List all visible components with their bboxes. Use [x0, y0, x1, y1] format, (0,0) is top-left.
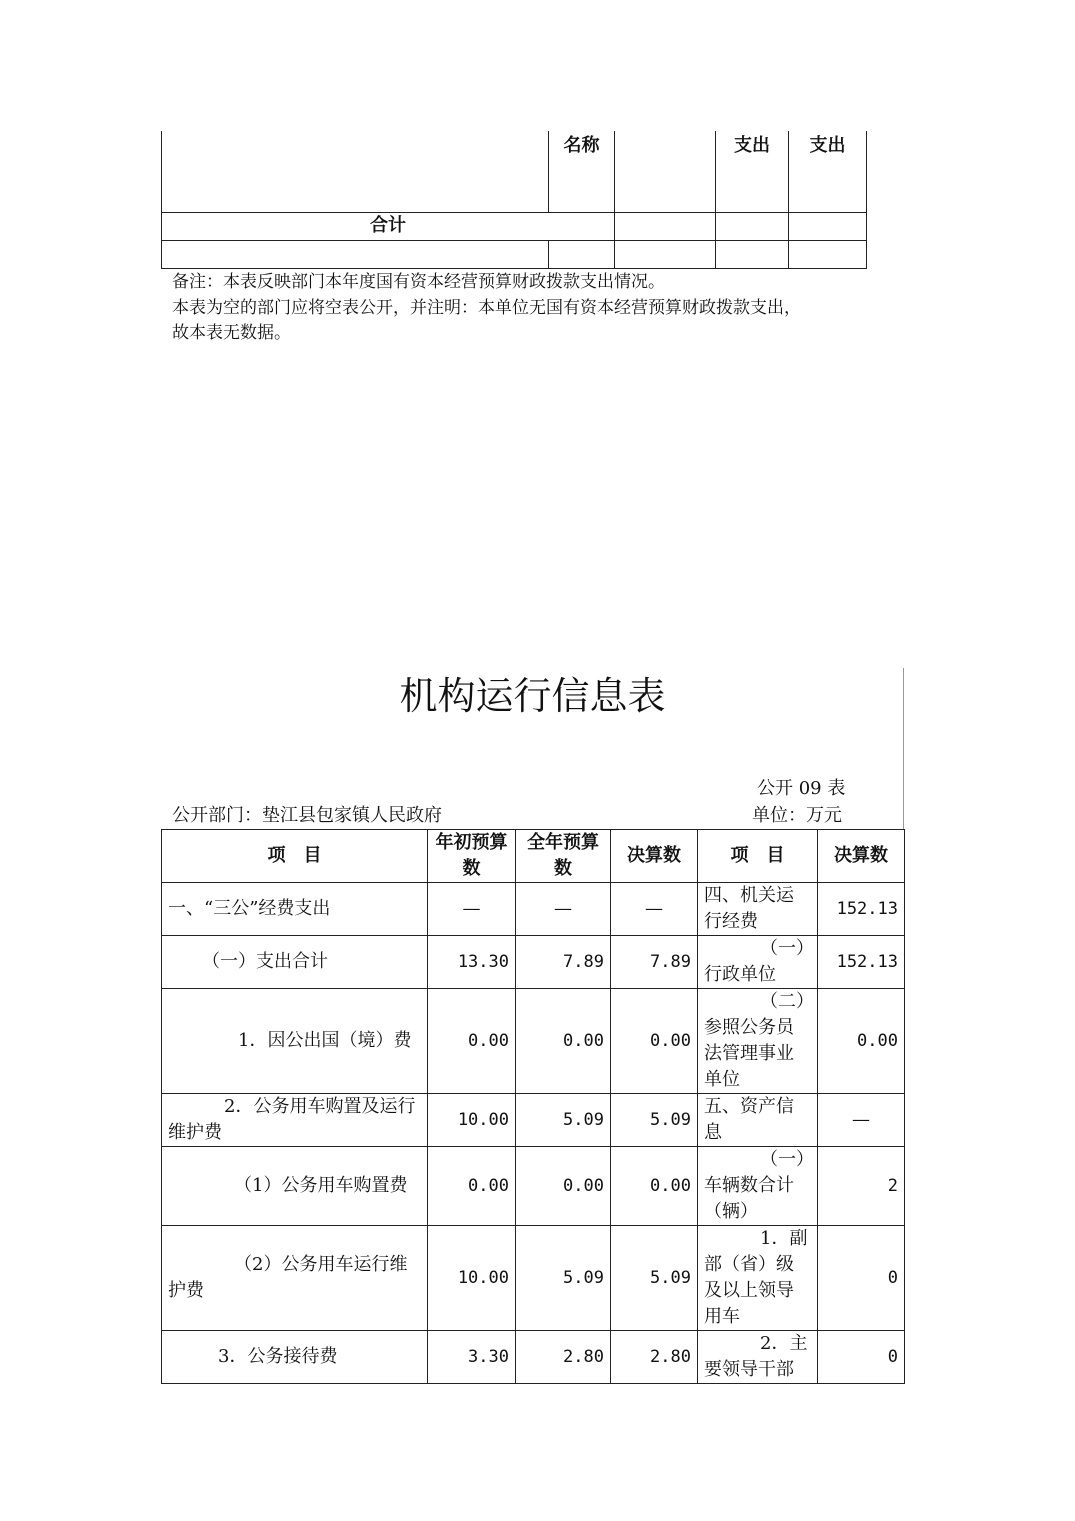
cell-annual-budget: 2.80 — [516, 1331, 611, 1384]
cell-final: 5.09 — [611, 1226, 698, 1331]
empty-cell — [789, 240, 867, 268]
row-label-2: 1．副部（省）级及以上领导用车 — [698, 1226, 818, 1331]
cell-final-2: 152.13 — [818, 936, 905, 989]
row-label: （2）公务用车运行维护费 — [162, 1226, 428, 1331]
row-label-2: 五、资产信息 — [698, 1094, 818, 1147]
cell-final: 0.00 — [611, 1147, 698, 1226]
total-cell — [615, 212, 716, 240]
row-label: 一、“三公”经费支出 — [162, 883, 428, 936]
col-header-initial-budget: 年初预算数 — [428, 830, 516, 883]
empty-cell — [162, 240, 549, 268]
institution-operation-table — [161, 829, 905, 1384]
cell-final-2: 0 — [818, 1226, 905, 1331]
cell-final-2: 0.00 — [818, 989, 905, 1094]
table-row — [162, 989, 905, 1094]
row-label-2: （一）车辆数合计（辆） — [698, 1147, 818, 1226]
cell-initial-budget: 0.00 — [428, 989, 516, 1094]
col-header-final-2: 决算数 — [818, 830, 905, 883]
cell-initial-budget: 0.00 — [428, 1147, 516, 1226]
cell-initial-budget: 13.30 — [428, 936, 516, 989]
total-cell — [789, 212, 867, 240]
total-label: 合计 — [162, 212, 615, 240]
row-label: （一）支出合计 — [162, 936, 428, 989]
row-label-2: （一）行政单位 — [698, 936, 818, 989]
row-label-2: 四、机关运行经费 — [698, 883, 818, 936]
col-header-item: 项 目 — [162, 830, 428, 883]
note-line-1: 备注：本表反映部门本年度国有资本经营预算财政拨款支出情况。 — [172, 272, 665, 292]
table-row — [162, 1094, 905, 1147]
cell-initial-budget: — — [428, 883, 516, 936]
cell-final: — — [611, 883, 698, 936]
col-header-annual-budget: 全年预算数 — [516, 830, 611, 883]
cell-annual-budget: — — [516, 883, 611, 936]
table-row — [162, 1147, 905, 1226]
cell-final: 5.09 — [611, 1094, 698, 1147]
table-row — [162, 1226, 905, 1331]
header-expense-2: 支出 — [789, 131, 867, 212]
total-cell — [716, 212, 789, 240]
cell-final: 2.80 — [611, 1331, 698, 1384]
row-label-2: 2．主要领导干部 — [698, 1331, 818, 1384]
cell-final: 7.89 — [611, 936, 698, 989]
capital-budget-table — [161, 131, 867, 269]
cell-final-2: 0 — [818, 1331, 905, 1384]
note-line-2: 本表为空的部门应将空表公开，并注明：本单位无国有资本经营预算财政拨款支出， — [172, 298, 801, 318]
row-label: 3．公务接待费 — [162, 1331, 428, 1384]
header-name: 名称 — [549, 131, 615, 212]
cell-annual-budget: 0.00 — [516, 989, 611, 1094]
cell-final-2: 2 — [818, 1147, 905, 1226]
row-label: 1．因公出国（境）费 — [162, 989, 428, 1094]
header-expense-1: 支出 — [716, 131, 789, 212]
cell-final-2: — — [818, 1094, 905, 1147]
row-label: （1）公务用车购置费 — [162, 1147, 428, 1226]
cell-annual-budget: 7.89 — [516, 936, 611, 989]
empty-cell — [716, 240, 789, 268]
col-header-final: 决算数 — [611, 830, 698, 883]
department: 公开部门：垫江县包家镇人民政府 — [172, 805, 442, 826]
table-row — [162, 883, 905, 936]
note-line-3: 故本表无数据。 — [172, 323, 291, 343]
unit-label: 单位：万元 — [752, 805, 842, 826]
empty-cell — [549, 240, 615, 268]
table-row — [162, 936, 905, 989]
col-header-item-2: 项 目 — [698, 830, 818, 883]
cell-final-2: 152.13 — [818, 883, 905, 936]
cell-final: 0.00 — [611, 989, 698, 1094]
table-row — [162, 1331, 905, 1384]
row-label: 2．公务用车购置及运行维护费 — [162, 1094, 428, 1147]
page-title: 机构运行信息表 — [399, 674, 666, 718]
row-label-2: （二）参照公务员法管理事业单位 — [698, 989, 818, 1094]
cell-initial-budget: 3.30 — [428, 1331, 516, 1384]
empty-cell — [615, 240, 716, 268]
cell-annual-budget: 5.09 — [516, 1094, 611, 1147]
table-number: 公开 09 表 — [757, 778, 846, 799]
cell-initial-budget: 10.00 — [428, 1226, 516, 1331]
header-blank-2 — [615, 131, 716, 212]
cell-annual-budget: 0.00 — [516, 1147, 611, 1226]
header-blank — [162, 131, 549, 212]
cell-annual-budget: 5.09 — [516, 1226, 611, 1331]
cell-initial-budget: 10.00 — [428, 1094, 516, 1147]
